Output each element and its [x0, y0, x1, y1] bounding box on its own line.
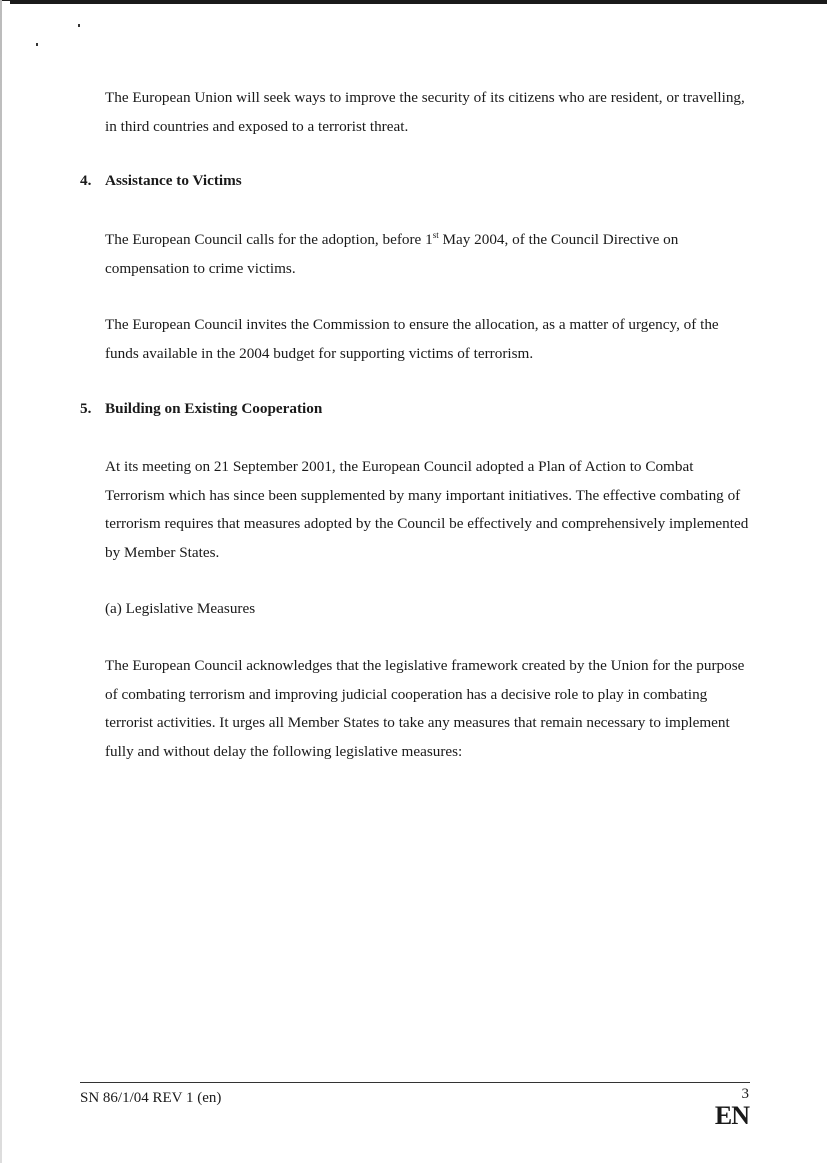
section-title: Building on Existing Cooperation	[105, 400, 323, 417]
ordinal-superscript: st	[432, 230, 439, 240]
footer-page-number: 3	[741, 1086, 749, 1102]
scan-speck	[78, 24, 80, 27]
footer-doc-reference: SN 86/1/04 REV 1 (en)	[80, 1090, 222, 1106]
paragraph-funds-allocation: The European Council invites the Commission to ensure the allocation, as a matter of urgency, of the funds available in the 2004 budget for supporting victims of terrorism.	[105, 316, 719, 362]
section-title: Assistance to Victims	[105, 172, 242, 189]
section-heading-4	[80, 172, 242, 190]
footer-language-code: EN	[714, 1101, 749, 1130]
scan-speck	[36, 43, 38, 46]
paragraph-directive-adoption	[105, 226, 755, 283]
section-number: 5.	[80, 400, 92, 417]
scan-left-edge	[0, 0, 2, 1163]
paragraph-legislative-framework: The European Council acknowledges that the legislative framework created by the Union for the purpose of combating terrorism and improving judicial cooperation has a decisive role to play in combating terrorist activities. It urges all Member States to take any measures that remain necessary to implement fully and without delay the following legislative measures:	[105, 657, 745, 760]
paragraph-text: May 2004, of the Council Directive on compensation to crime victims.	[105, 231, 679, 277]
paragraph-text: The European Council calls for the adoption, before 1	[105, 231, 433, 248]
section-number: 4.	[80, 172, 92, 189]
subheading-legislative-measures: (a) Legislative Measures	[105, 600, 256, 617]
section-heading-5	[80, 400, 322, 418]
top-rule	[10, 0, 827, 4]
footer-rule	[80, 1082, 750, 1083]
paragraph-plan-of-action: At its meeting on 21 September 2001, the European Council adopted a Plan of Action to Combat Terrorism which has since been supplemented by many important initiatives. The effective combating of terrorism requires that measures adopted by the Council be effectively and comprehensively implemented by Member States.	[105, 458, 749, 561]
paragraph-citizen-security: The European Union will seek ways to improve the security of its citizens who are resident, or travelling, in third countries and exposed to a terrorist threat.	[105, 89, 745, 135]
